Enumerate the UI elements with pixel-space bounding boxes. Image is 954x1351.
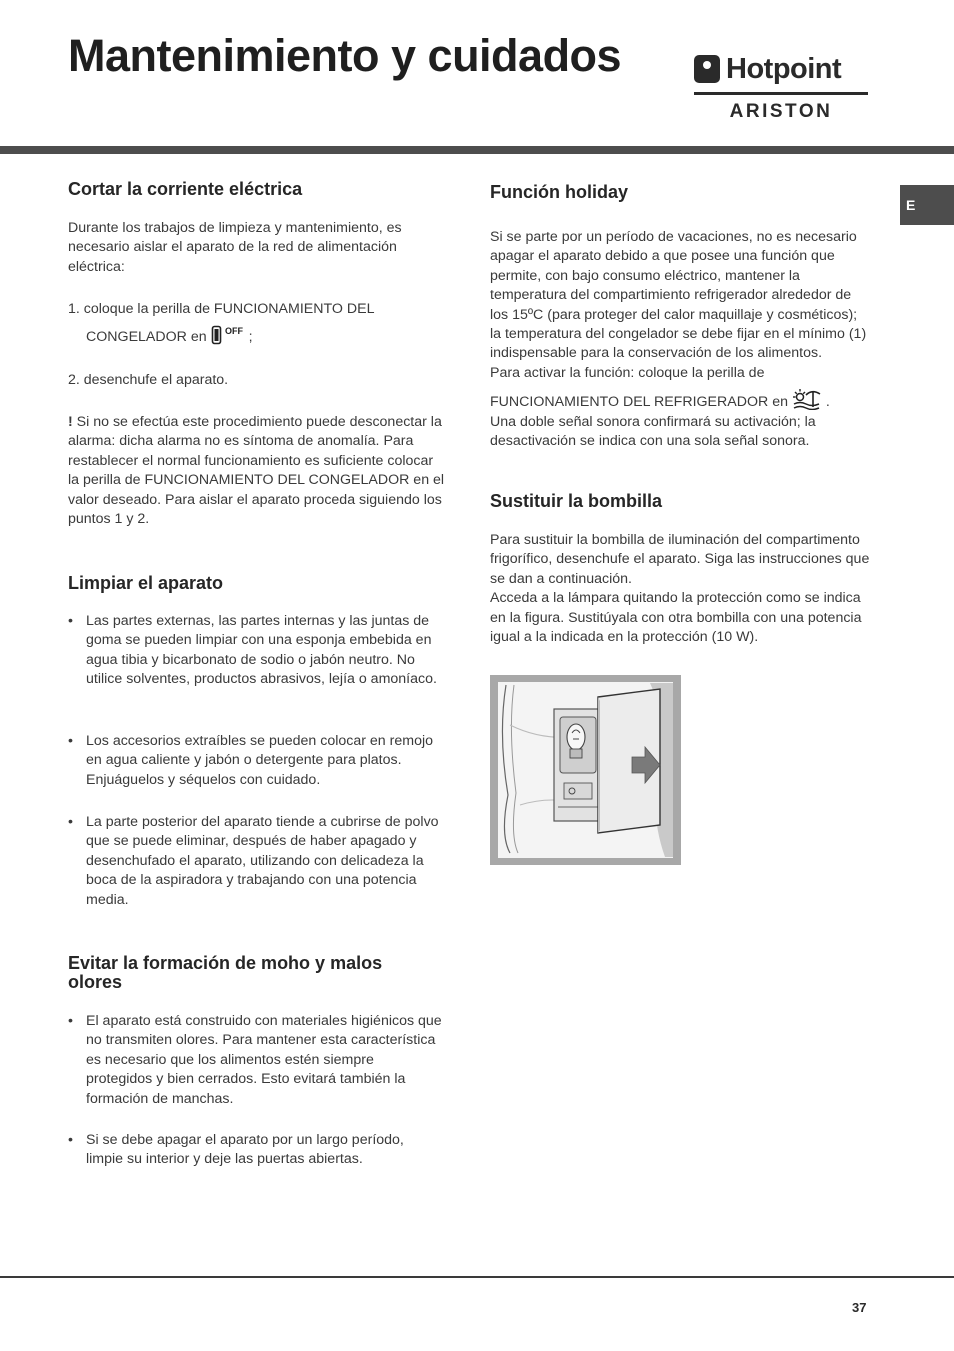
logo-rule bbox=[694, 92, 868, 95]
knob-off-icon bbox=[211, 325, 249, 345]
hotpoint-ariston-logo bbox=[694, 52, 870, 126]
list-item: • Las partes externas, las partes internas y las juntas de goma se pueden limpiar con una esponja embebida en agua tibia y bicarbonato de sodio o jabón neutro. No utilice solventes, productos abrasivos, lejía o amoníaco. bbox=[68, 612, 444, 690]
bombilla-p1: Para sustituir la bombilla de iluminación del compartimento frigorífico, desenchufe el aparato. Siga las instrucciones que se dan a continuación. bbox=[490, 532, 870, 587]
section-title-moho: Evitar la formación de moho y malos olores bbox=[68, 953, 383, 992]
header-bar bbox=[0, 146, 954, 154]
list-item: • Los accesorios extraíbles se pueden colocar en remojo en agua caliente y jabón o detergente para platos. Enjuáguelos y séquelos con cuidado. bbox=[68, 732, 444, 790]
holiday-text bbox=[490, 228, 872, 451]
cortar-intro: Durante los trabajos de limpieza y mantenimiento, es necesario aislar el aparato de la red de alimentación eléctrica: bbox=[68, 220, 402, 275]
section-title-cortar: Cortar la corriente eléctrica bbox=[68, 179, 303, 199]
bombilla-text bbox=[490, 531, 872, 647]
page-number: 37 bbox=[852, 1300, 867, 1315]
holiday-activate-line bbox=[490, 388, 872, 412]
holiday-confirm: Una doble señal sonora confirmará su activación; la desactivación se indica con una sola señal sonora. bbox=[490, 413, 816, 450]
list-item: • La parte posterior del aparato tiende a cubrirse de polvo que se puede eliminar, después de haber apagado y desenchufado el aparato, utilizando con delicadeza la boca de la aspiradora y trabajando con una potencia media. bbox=[68, 813, 444, 910]
cortar-warning bbox=[68, 413, 446, 529]
cortar-step-2: 2. desenchufe el aparato. bbox=[68, 372, 229, 388]
holiday-paragraph: Si se parte por un período de vacaciones, no es necesario apagar el aparato debido a que posee una función que permite, con bajo consumo eléctrico, mantener la temperatura del compartimiento refrigerador alrededor de los 15ºC (para proteger del calor maquillaje y cosméticos); la temperatura del congelador se debe fijar en el mínimo (1) indispensable para la conservación de los alimentos. bbox=[490, 229, 867, 362]
holiday-activate-text: FUNCIONAMIENTO DEL REFRIGERADOR en bbox=[490, 394, 788, 411]
step-1-line-a: 1. coloque la perilla de FUNCIONAMIENTO DEL bbox=[68, 301, 375, 317]
list-item: • Si se debe apagar el aparato por un largo período, limpie su interior y deje las puertas abiertas. bbox=[68, 1131, 444, 1170]
section-title-holiday: Función holiday bbox=[490, 182, 628, 202]
warning-text: Si no se efectúa este procedimiento puede desconectar la alarma: dicha alarma no es síntoma de anomalía. Para restablecer el normal funcionamiento es suficiente colocar la perilla de FUNCIONAMIENTO DEL CONGELADOR en el valor deseado. Para aislar el aparato proceda siguiendo los puntos 1 y 2. bbox=[68, 414, 445, 528]
step-1-line-b bbox=[68, 325, 438, 347]
lamp-cover-removal-illustration bbox=[490, 675, 681, 865]
off-label: OFF bbox=[224, 326, 243, 337]
holiday-activate: Para activar la función: coloque la perilla de bbox=[490, 364, 765, 381]
section-title-limpiar: Limpiar el aparato bbox=[68, 573, 224, 593]
warning-mark: ! bbox=[68, 414, 73, 430]
footer-rule bbox=[0, 1276, 954, 1278]
hotpoint-mark-icon bbox=[694, 55, 720, 83]
bombilla-p2: Acceda a la lámpara quitando la protección como se indica en la figura. Sustitúyala con otra bombilla con una potencia igual a la indicada en la protección (10 W). bbox=[490, 590, 862, 646]
logo-brand: Hotpoint bbox=[726, 52, 842, 85]
step-1-end: ; bbox=[248, 329, 253, 346]
list-item: • El aparato está construido con materiales higiénicos que no transmiten olores. Para mantener esta característica es necesario que los alimentos estén siempre protegidos y bien cerrados. Esto evitará también la formación de manchas. bbox=[68, 1012, 444, 1109]
logo-sub: ARISTON bbox=[729, 101, 833, 122]
page-title: Mantenimiento y cuidados bbox=[68, 30, 622, 81]
cortar-step-1 bbox=[68, 300, 438, 348]
section-title-bombilla: Sustituir la bombilla bbox=[490, 491, 663, 511]
language-tab: E bbox=[900, 185, 954, 225]
holiday-activate-end: . bbox=[825, 394, 830, 411]
step-1-text: CONGELADOR en bbox=[86, 329, 207, 346]
holiday-sun-icon bbox=[792, 388, 822, 410]
